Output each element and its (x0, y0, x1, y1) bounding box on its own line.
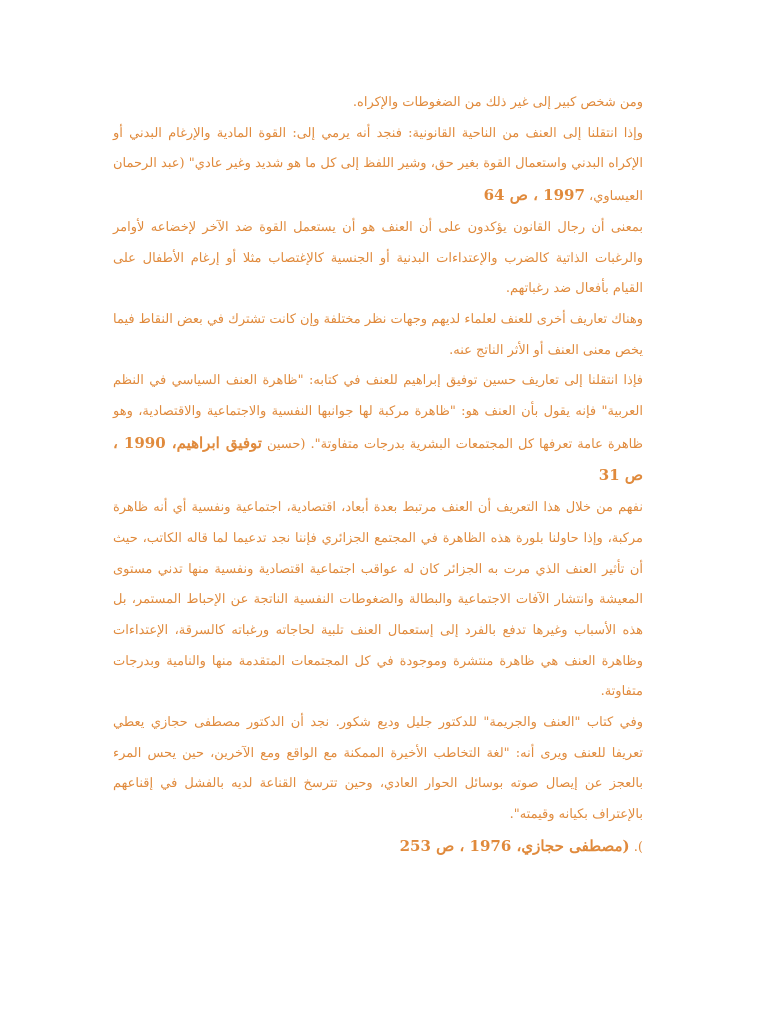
reference: 1997 ، ص 64 (483, 186, 585, 205)
paragraph-text: بمعنى أن رجال القانون يؤكدون على أن العنف هو أن يستعمل القوة ضد الآخر لإخضاعه لأوامر والرغبات الذاتية كالضرب والإعتداءات البدنية أو الجنسية كالإغتصاب مثلا أو إرغام الأطفال على القيام بأفعال ضد رغباتهم. (113, 219, 643, 297)
paragraph-2 (113, 119, 643, 213)
paragraph-5 (113, 366, 643, 493)
citation-close: ). (633, 839, 643, 855)
paragraph-6 (113, 493, 643, 708)
citation: (مصطفى حجازي، 1976 ، ص 253 (399, 836, 630, 855)
document-page (113, 88, 643, 864)
citation-line (113, 831, 643, 864)
paragraph-text: وفي كتاب "العنف والجريمة" للدكتور جليل وديع شكور. نجد أن الدكتور مصطفى حجازي يعطي تعريفا للعنف ويرى أنه: "لغة التخاطب الأخيرة الممكنة مع الواقع ومع الآخرين، حين يحس المرء بالعجز عن إيصال صوته بوسائل الحوار العادي، وحين تترسخ القناعة لديه بالفشل في إقناعهم بالإعتراف بكيانه وقيمته". (113, 715, 643, 823)
paragraph-3 (113, 213, 643, 305)
paragraph-text: ومن شخص كبير إلى غير ذلك من الضغوطات والإكراه. (352, 95, 643, 110)
paragraph-text: وهناك تعاريف أخرى للعنف لعلماء لديهم وجهات نظر مختلفة وإن كانت تشترك في بعض النقاط فيما يخص معنى العنف أو الأثر الناتج عنه. (113, 311, 643, 358)
paragraph-text: نفهم من خلال هذا التعريف أن العنف مرتبط بعدة أبعاد، اقتصادية، اجتماعية ونفسية أي أنه ظاهرة مركبة، وإذا حاولنا بلورة هذه الظاهرة في المجتمع الجزائري فإننا نجد تدعيما لما قاله الكاتب، حيث أن تأثير العنف الذي مرت به الجزائر كان له عواقب اجتماعية اقتصادية ونفسية منها تدني مستوى المعيشة وانتشار الآفات الاجتماعية والبطالة والضغوطات النفسية الناتجة عن الإحباط المستمر، بل هذه الأسباب وغيرها تدفع بالفرد إلى إستعمال العنف تلبية لحاجاته ورغباته كالسرقة، الإعتداءات وظاهرة العنف هي ظاهرة منتشرة وموجودة في كل المجتمعات المتقدمة منها والنامية وبدرجات متفاوتة. (113, 500, 643, 700)
paragraph-4 (113, 305, 643, 366)
paragraph-1 (113, 88, 643, 119)
paragraph-text: فإذا انتقلنا إلى تعاريف حسين توفيق إبراهيم للعنف في كتابه: "ظاهرة العنف السياسي في النظم العربية" فإنه يقول بأن العنف هو: "ظاهرة مركبة لها جوانبها النفسية والاجتماعية والاقتصادية، وهو ظاهرة عامة تعرفها كل المجتمعات البشرية بدرجات متفاوتة". (حسين (113, 373, 643, 452)
reference: توفيق ابراهيم، 1990 ، ص 31 (113, 433, 643, 485)
paragraph-7 (113, 708, 643, 831)
paragraph-text: وإذا انتقلنا إلى العنف من الناحية القانونية: فنجد أنه يرمي إلى: القوة المادية والإرغام البدني أو الإكراه البدني واستعمال القوة بغير حق، وشير اللفظ إلى كل ما هو شديد وغير عادي" (عبد الرحمان العيساوي، (113, 125, 643, 205)
